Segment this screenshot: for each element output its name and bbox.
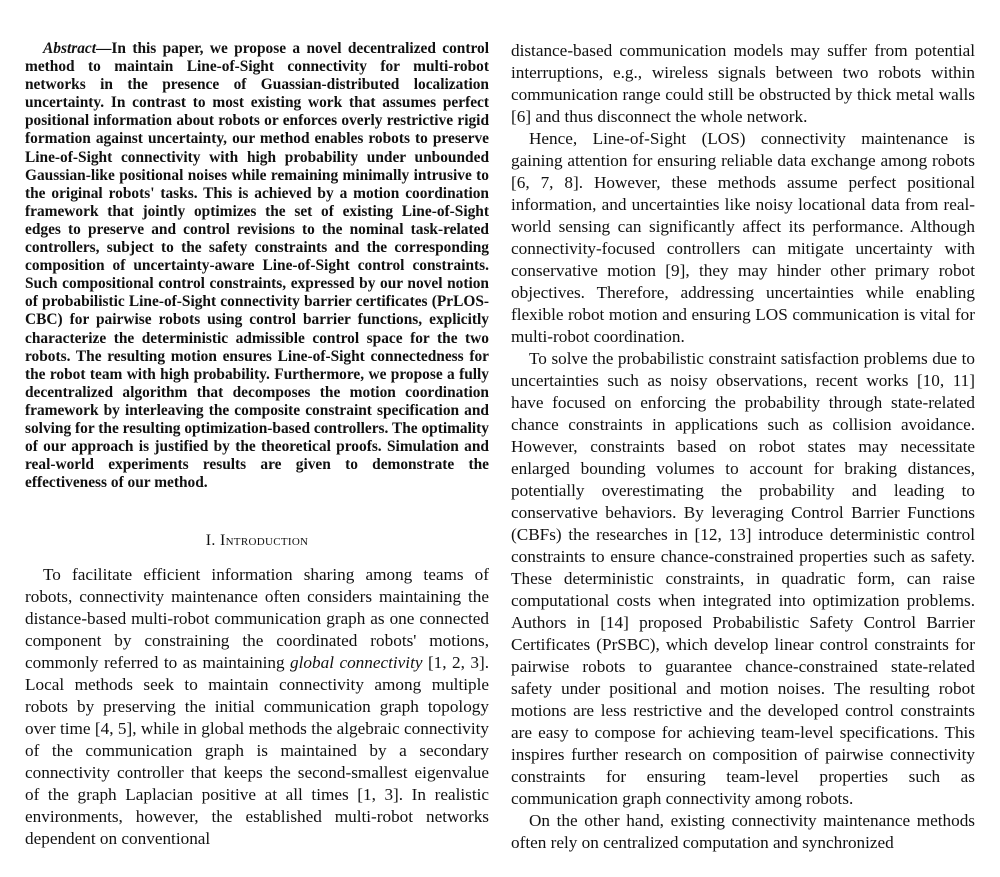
- section-number: I.: [205, 532, 216, 550]
- abstract-label: Abstract: [43, 40, 97, 57]
- abstract-paragraph: [25, 40, 489, 492]
- right-paragraph-3: To solve the probabilistic constraint satisfaction problems due to uncertainties such as noisy observations, recent works [10, 11] have focused on enforcing the probability through state-related chance constraints in applications such as collision avoidance. However, constraints based on robot states may necessitate enlarged bounding volumes to account for braking distances, potentially overestimating the probability and leading to conservative behaviors. By leveraging Control Barrier Functions (CBFs) the researches in [12, 13] introduce deterministic control constraints to ensure chance-constrained properties such as safety. These deterministic constraints, in quadratic form, can raise computational costs when integrated into optimization problems. Authors in [14] proposed Probabilistic Safety Control Barrier Certificates (PrSBC), which develop linear control constraints for pairwise robots to guarantee chance-constrained state-related safety under positional and motion noises. The resulting robot motions are less restrictive and the developed control constraints are easy to compose for achieving team-level specifications. This inspires further research on composition of pairwise connectivity constraints for ensuring team-level properties such as communication graph connectivity among robots.: [511, 349, 975, 808]
- right-column: [511, 40, 975, 854]
- intro-p1-part-b: [1, 2, 3]. Local methods seek to maintain connectivity among multiple robots by preserving the initial communication graph topology over time [4, 5], while in global methods the algebraic connectivity of the communication graph is maintained by a secondary connectivity controller that keeps the second-smallest eigenvalue of the graph Laplacian positive at all times [1, 3]. In realistic environments, however, the established multi-robot networks dependent on conventional: [25, 653, 489, 849]
- section-title: Introduction: [219, 532, 309, 550]
- intro-paragraph-1: [25, 564, 489, 850]
- abstract-text: In this paper, we propose a novel decentralized control method to maintain Line-of-Sight connectivity for multi-robot networks in the presence of Guassian-distributed localization uncertainty. In contrast to most existing work that assumes perfect positional information about robots or enforces overly restrictive rigid formation against uncertainty, our method enables robots to preserve Line-of-Sight connectivity with high probability under unbounded Gaussian-like positional noises while remaining minimally intrusive to the original robots' tasks. This is achieved by a motion coordination framework that jointly optimizes the set of existing Line-of-Sight edges to preserve and control revisions to the nominal task-related controllers, subject to the safety constraints and the corresponding composition of uncertainty-aware Line-of-Sight control constraints. Such compositional control constraints, expressed by our novel notion of probabilistic Line-of-Sight connectivity barrier certificates (PrLOS-CBC) for pairwise robots using control barrier functions, explicitly characterize the deterministic admissible control space for the two robots. The resulting motion ensures Line-of-Sight connectedness for the robot team with high probability. Furthermore, we propose a fully decentralized algorithm that decomposes the motion coordination framework by interleaving the composite constraint specification and solving for the resulting optimization-based controllers. The optimality of our approach is justified by the theoretical proofs. Simulation and real-world experiments results are given to demonstrate the effectiveness of our method.: [25, 40, 490, 492]
- intro-p1-part-a: To facilitate efficient information sharing among teams of robots, connectivity maintenance often considers maintaining the distance-based multi-robot communication graph as one connected component by constraining the coordinated robots' motions, commonly referred to as maintaining: [25, 565, 489, 673]
- right-paragraph-4: On the other hand, existing connectivity maintenance methods often rely on centralized computation and synchronized: [511, 811, 975, 852]
- intro-p1-emphasis: global connectivity: [290, 653, 423, 673]
- right-paragraph-2: Hence, Line-of-Sight (LOS) connectivity maintenance is gaining attention for ensuring reliable data exchange among robots [6, 7, 8]. However, these methods assume perfect positional information, and uncertainties like noisy locational data from real-world sensing can significantly affect its performance. Although connectivity-focused controllers can mitigate uncertainty with conservative motion [9], they may hinder other primary robot objectives. Therefore, addressing uncertainties while enabling flexible robot motion and ensuring LOS communication is vital for multi-robot coordination.: [511, 129, 975, 346]
- left-column: [25, 40, 489, 850]
- abstract-dash: —: [96, 40, 112, 57]
- right-paragraph-1: distance-based communication models may suffer from potential interruptions, e.g., wireless signals between two robots within communication range could still be obstructed by thick metal walls [6] and thus disconnect the whole network.: [511, 41, 975, 126]
- section-heading-introduction: [25, 532, 489, 550]
